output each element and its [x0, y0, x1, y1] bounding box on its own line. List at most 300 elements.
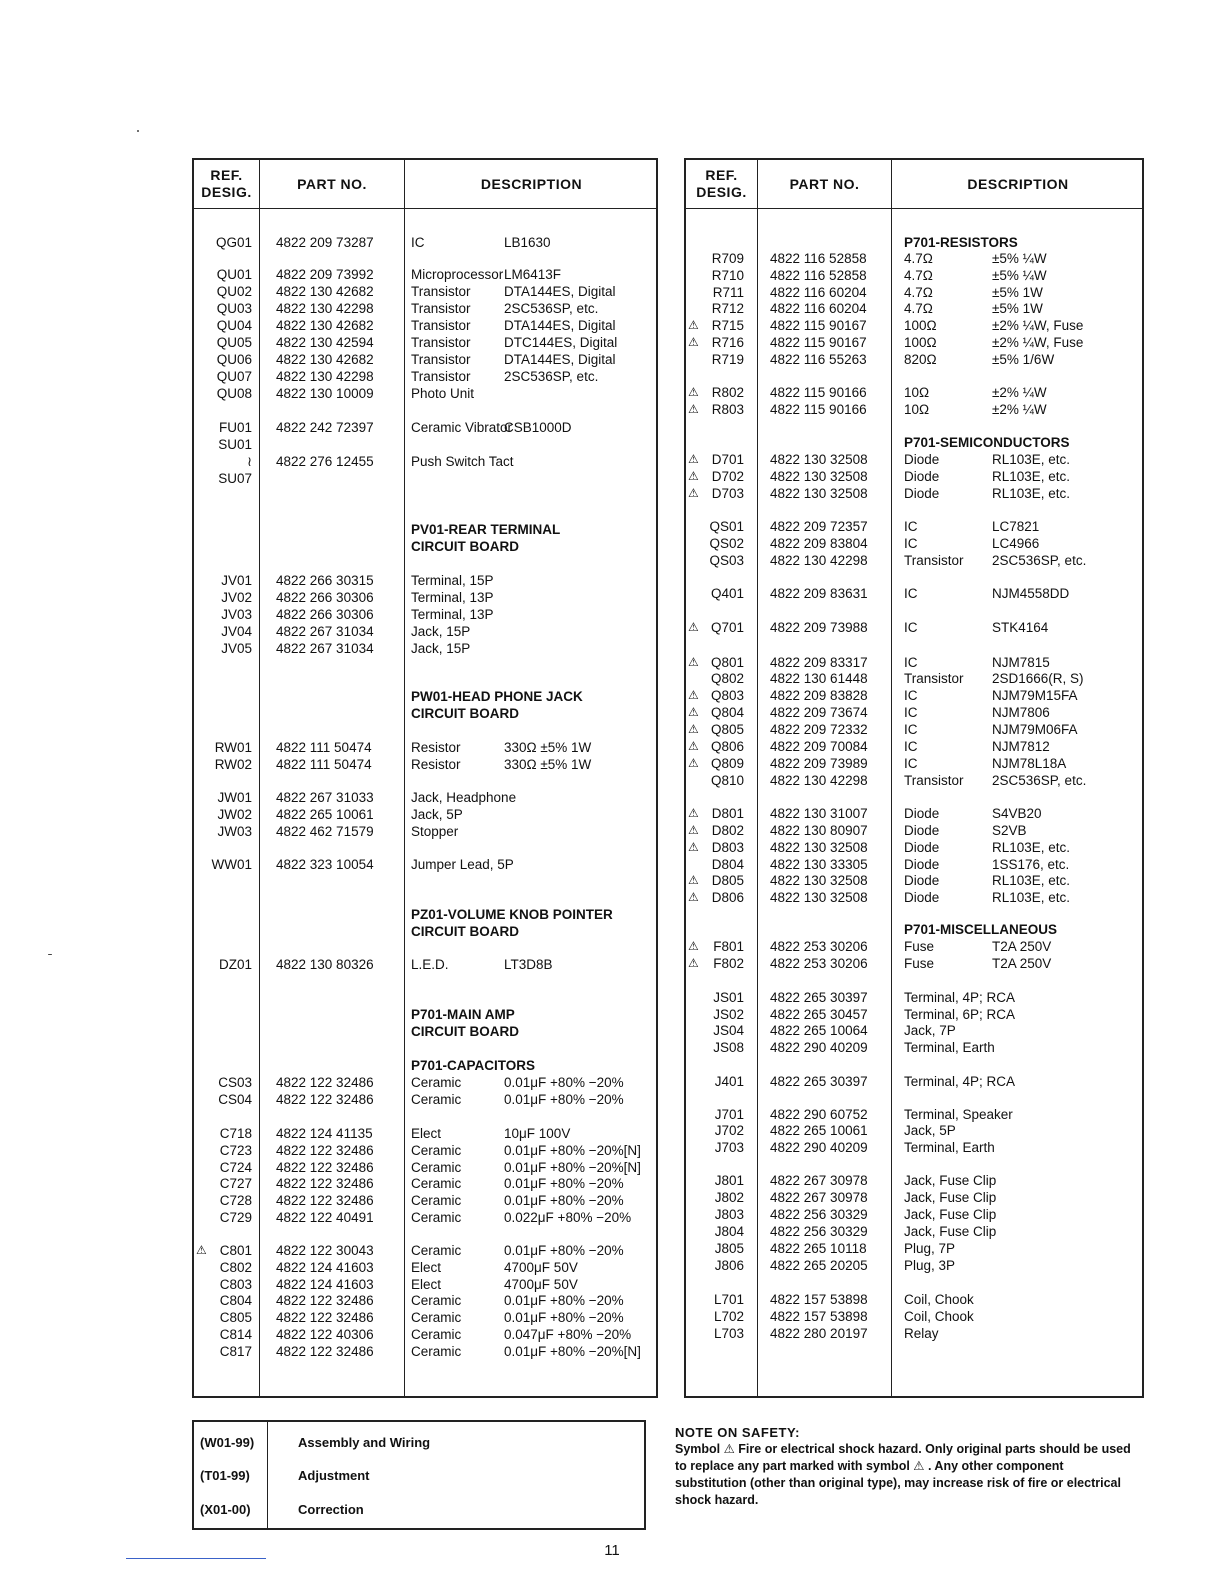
ref-desig: R719 — [711, 352, 744, 367]
part-row — [686, 267, 1142, 284]
description-value: ±2% ¼W, Fuse — [992, 335, 1084, 350]
ref-desig: D703 — [711, 486, 744, 501]
part-number: 4822 290 60752 — [770, 1107, 868, 1122]
description: Plug, 7P — [904, 1241, 956, 1256]
part-row — [686, 1308, 1142, 1325]
description: IC — [904, 586, 918, 601]
part-number: 4822 122 32486 — [276, 1176, 374, 1191]
part-number: 4822 130 42682 — [276, 352, 374, 367]
part-number: 4822 122 32486 — [276, 1075, 374, 1090]
description: Diode — [904, 873, 940, 888]
legend-row — [194, 1459, 644, 1493]
description: Transistor — [411, 301, 471, 316]
hazard-warning-icon: ⚠ — [688, 688, 699, 702]
hazard-warning-icon: ⚠ — [688, 402, 699, 416]
description: Transistor — [411, 335, 471, 350]
part-number: 4822 115 90166 — [770, 402, 867, 417]
description-value: 1SS176, etc. — [992, 857, 1070, 872]
description-value: CSB1000D — [504, 420, 572, 435]
ref-desig: QU08 — [216, 386, 252, 401]
ref-desig: Q806 — [710, 739, 744, 754]
part-row — [686, 250, 1142, 267]
hazard-warning-icon: ⚠ — [688, 486, 699, 500]
part-number: 4822 130 32508 — [770, 469, 868, 484]
part-row — [194, 351, 656, 368]
description: IC — [904, 688, 918, 703]
header-divider — [194, 208, 656, 209]
ref-desig: JV01 — [221, 573, 252, 588]
description: Terminal, 15P — [411, 573, 494, 588]
ref-desig: QU02 — [216, 284, 252, 299]
safety-note — [675, 1424, 1135, 1509]
ref-desig: D805 — [711, 873, 744, 888]
description-value: ±2% ¼W — [992, 385, 1047, 400]
hazard-warning-icon: ⚠ — [688, 705, 699, 719]
ref-desig: FU01 — [218, 420, 252, 435]
description: Resistor — [411, 740, 461, 755]
description: Jumper Lead, 5P — [411, 857, 514, 872]
description: Transistor — [904, 671, 964, 686]
part-no-header: PART NO. — [297, 175, 367, 192]
page-number: 11 — [604, 1542, 620, 1559]
description-value: T2A 250V — [992, 939, 1052, 954]
part-number: 4822 265 20205 — [770, 1258, 868, 1273]
description-value: 0.01μF +80% −20%[N] — [504, 1143, 641, 1158]
part-number: 4822 253 30206 — [770, 956, 868, 971]
part-number: 4822 130 80326 — [276, 957, 374, 972]
hazard-warning-icon: ⚠ — [688, 655, 699, 669]
part-number: 4822 130 32508 — [770, 840, 868, 855]
section-heading-row — [686, 234, 1142, 251]
description: 820Ω — [904, 352, 937, 367]
ref-desig: L702 — [713, 1309, 744, 1324]
hazard-warning-icon: ⚠ — [688, 385, 699, 399]
hazard-warning-icon: ⚠ — [688, 840, 699, 854]
description-value: LC7821 — [992, 519, 1040, 534]
hazard-warning-icon: ⚠ — [688, 806, 699, 820]
part-number: 4822 265 10061 — [276, 807, 374, 822]
description: IC — [904, 536, 918, 551]
ref-desig: J702 — [714, 1123, 744, 1138]
description-value: 330Ω ±5% 1W — [504, 757, 592, 772]
description: Transistor — [904, 553, 964, 568]
part-row — [686, 1073, 1142, 1090]
part-number: 4822 130 32508 — [770, 486, 868, 501]
ref-desig: J401 — [714, 1074, 744, 1089]
legend-code: (T01-99) — [200, 1468, 250, 1483]
part-row — [194, 1142, 656, 1159]
ref-desig: Q701 — [710, 620, 744, 635]
section-heading: PV01-REAR TERMINAL — [411, 522, 561, 537]
part-number: 4822 276 12455 — [276, 454, 374, 469]
description: 4.7Ω — [904, 285, 933, 300]
hazard-warning-icon: ⚠ — [688, 469, 699, 483]
header-divider — [686, 208, 1142, 209]
ref-desig: QS02 — [709, 536, 744, 551]
description: 4.7Ω — [904, 251, 933, 266]
description: IC — [904, 722, 918, 737]
ref-desig: QU03 — [216, 301, 252, 316]
scan-speck — [48, 954, 52, 955]
ref-desig: QU04 — [216, 318, 252, 333]
part-row — [194, 1175, 656, 1192]
part-number: 4822 116 60204 — [770, 301, 867, 316]
hazard-warning-icon: ⚠ — [688, 335, 699, 349]
part-number: 4822 209 73988 — [770, 620, 868, 635]
description-value: 0.01μF +80% −20%[N] — [504, 1344, 641, 1359]
part-number: 4822 267 31033 — [276, 790, 374, 805]
part-number: 4822 209 83804 — [770, 536, 868, 551]
part-row — [194, 470, 656, 487]
section-heading: PW01-HEAD PHONE JACK — [411, 689, 583, 704]
description-value: 0.047μF +80% −20% — [504, 1327, 632, 1342]
description: Jack, 5P — [904, 1123, 956, 1138]
description: Push Switch Tact — [411, 454, 514, 469]
part-row — [194, 956, 656, 973]
description-value: DTC144ES, Digital — [504, 335, 618, 350]
part-number: 4822 209 73674 — [770, 705, 868, 720]
description-value: ±5% ¼W — [992, 251, 1047, 266]
ref-desig: SU01 — [218, 437, 252, 452]
description: Fuse — [904, 939, 935, 954]
ref-desig: D802 — [711, 823, 744, 838]
description: Diode — [904, 486, 940, 501]
ref-desig: JS01 — [713, 990, 744, 1005]
part-number: 4822 130 32508 — [770, 890, 868, 905]
description: Diode — [904, 823, 940, 838]
description-value: NJM79M15FA — [992, 688, 1078, 703]
part-number: 4822 122 40491 — [276, 1210, 374, 1225]
description-value: 4700μF 50V — [504, 1260, 578, 1275]
part-number: 4822 130 32508 — [770, 452, 868, 467]
part-row — [686, 1223, 1142, 1240]
part-number: 4822 290 40209 — [770, 1140, 868, 1155]
part-row — [686, 284, 1142, 301]
part-row — [686, 1122, 1142, 1139]
ref-desig: J806 — [714, 1258, 744, 1273]
part-row — [194, 1292, 656, 1309]
description: Microprocessor — [411, 267, 504, 282]
description: Transistor — [411, 352, 471, 367]
part-row — [686, 1022, 1142, 1039]
part-number: 4822 122 32486 — [276, 1143, 374, 1158]
description: Terminal, Earth — [904, 1140, 995, 1155]
part-number: 4822 209 83828 — [770, 688, 868, 703]
part-number: 4822 130 31007 — [770, 806, 868, 821]
part-row — [194, 589, 656, 606]
part-number: 4822 157 53898 — [770, 1292, 868, 1307]
parts-table-left — [192, 158, 658, 1398]
description-value: 0.01μF +80% −20% — [504, 1243, 624, 1258]
ref-desig: JS04 — [713, 1023, 744, 1038]
ref-desig: C817 — [219, 1344, 252, 1359]
legend-label: Correction — [298, 1502, 364, 1517]
ref-desig: R715 — [711, 318, 744, 333]
part-row — [194, 1276, 656, 1293]
description: Ceramic — [411, 1293, 462, 1308]
ref-desig: D701 — [711, 452, 744, 467]
part-row — [686, 938, 1142, 955]
part-row — [686, 535, 1142, 552]
part-number: 4822 267 30978 — [770, 1190, 868, 1205]
part-row — [686, 451, 1142, 468]
ref-desig: JV05 — [221, 641, 252, 656]
section-heading: CIRCUIT BOARD — [411, 924, 519, 939]
ref-desig: D806 — [711, 890, 744, 905]
description-value: ±2% ¼W, Fuse — [992, 318, 1084, 333]
description-value: DTA144ES, Digital — [504, 318, 616, 333]
ref-desig: F802 — [713, 956, 744, 971]
description: Jack, 15P — [411, 624, 471, 639]
part-number: 4822 266 30306 — [276, 590, 374, 605]
part-number: 4822 266 30315 — [276, 573, 374, 588]
description: Ceramic — [411, 1176, 462, 1191]
part-row — [194, 806, 656, 823]
part-number: 4822 130 42682 — [276, 318, 374, 333]
description-value: 0.01μF +80% −20% — [504, 1075, 624, 1090]
description: Terminal, 4P; RCA — [904, 990, 1016, 1005]
part-number: 4822 242 72397 — [276, 420, 374, 435]
description: Elect — [411, 1277, 442, 1292]
part-row — [686, 1006, 1142, 1023]
description-value: ±5% ¼W — [992, 268, 1047, 283]
ref-desig: Q803 — [710, 688, 744, 703]
description: Photo Unit — [411, 386, 475, 401]
part-number: 4822 122 32486 — [276, 1193, 374, 1208]
section-heading-row — [194, 1057, 656, 1074]
description: Ceramic — [411, 1327, 462, 1342]
safety-note-title: NOTE ON SAFETY: — [675, 1425, 800, 1440]
part-row — [686, 755, 1142, 772]
ref-desig: JV02 — [221, 590, 252, 605]
part-row — [686, 1325, 1142, 1342]
ref-desig: J804 — [714, 1224, 744, 1239]
description-value: LB1630 — [504, 235, 551, 250]
ref-desig: Q801 — [710, 655, 744, 670]
description: Transistor — [904, 773, 964, 788]
description-value: 2SC536SP, etc. — [504, 301, 599, 316]
description: Diode — [904, 890, 940, 905]
description-value: 0.01μF +80% −20% — [504, 1092, 624, 1107]
part-number: 4822 265 10061 — [770, 1123, 868, 1138]
safety-note-body: Symbol ⚠ Fire or electrical shock hazard. Only original parts should be used to replace any part marked with symbol ⚠ . Any other component substitution (other than original type), may increase risk of fire or electrical shock hazard. — [675, 1442, 1131, 1507]
ref-desig: L703 — [713, 1326, 744, 1341]
part-row — [194, 419, 656, 436]
part-number: 4822 122 40306 — [276, 1327, 374, 1342]
part-number: 4822 115 90167 — [770, 318, 867, 333]
ref-desig: Q804 — [710, 705, 744, 720]
description-value: RL103E, etc. — [992, 486, 1071, 501]
part-number: 4822 256 30329 — [770, 1207, 868, 1222]
section-heading: P701-MAIN AMP — [411, 1007, 515, 1022]
part-number: 4822 122 32486 — [276, 1092, 374, 1107]
part-row — [686, 1257, 1142, 1274]
part-number: 4822 290 40209 — [770, 1040, 868, 1055]
section-heading-row — [194, 521, 656, 538]
part-number: 4822 209 73992 — [276, 267, 374, 282]
part-number: 4822 266 30306 — [276, 607, 374, 622]
part-row — [686, 1240, 1142, 1257]
part-row — [686, 1139, 1142, 1156]
part-number: 4822 122 32486 — [276, 1293, 374, 1308]
part-row — [686, 317, 1142, 334]
ref-desig: C723 — [219, 1143, 252, 1158]
description-value: NJM78L18A — [992, 756, 1067, 771]
part-number: 4822 122 32486 — [276, 1344, 374, 1359]
section-heading-row — [194, 1023, 656, 1040]
ref-desig: Q810 — [710, 773, 744, 788]
description: Ceramic — [411, 1210, 462, 1225]
ref-desig: C718 — [219, 1126, 252, 1141]
part-number: 4822 122 32486 — [276, 1160, 374, 1175]
description: Terminal, 13P — [411, 607, 494, 622]
description: Terminal, Earth — [904, 1040, 995, 1055]
description: Plug, 3P — [904, 1258, 956, 1273]
part-row — [686, 654, 1142, 671]
ref-desig: J703 — [714, 1140, 744, 1155]
description: Ceramic — [411, 1310, 462, 1325]
description: Coil, Chook — [904, 1292, 974, 1307]
part-number: 4822 130 42298 — [276, 369, 374, 384]
section-heading: PZ01-VOLUME KNOB POINTER — [411, 907, 613, 922]
part-number: 4822 116 55263 — [770, 352, 867, 367]
part-number: 4822 209 73287 — [276, 235, 374, 250]
ref-desig: C804 — [219, 1293, 252, 1308]
part-row — [686, 552, 1142, 569]
description: IC — [904, 655, 918, 670]
description: Jack, 7P — [904, 1023, 956, 1038]
description-header: DESCRIPTION — [480, 175, 583, 192]
ref-desig: Q802 — [710, 671, 744, 686]
description: Ceramic Vibrator — [411, 420, 513, 435]
part-number: 4822 111 50474 — [276, 757, 372, 772]
part-number: 4822 116 60204 — [770, 285, 867, 300]
part-number: 4822 116 52858 — [770, 251, 867, 266]
ref-desig: J805 — [714, 1241, 744, 1256]
description: Diode — [904, 840, 940, 855]
description: IC — [904, 756, 918, 771]
description-value: T2A 250V — [992, 956, 1052, 971]
ref-desig: JS02 — [713, 1007, 744, 1022]
ref-desig: R712 — [711, 301, 744, 316]
part-row — [194, 385, 656, 402]
part-row — [194, 266, 656, 283]
section-heading: CIRCUIT BOARD — [411, 539, 519, 554]
part-row — [194, 317, 656, 334]
part-number: 4822 122 32486 — [276, 1310, 374, 1325]
description-value: 0.01μF +80% −20% — [504, 1193, 624, 1208]
part-number: 4822 130 33305 — [770, 857, 868, 872]
part-number: 4822 323 10054 — [276, 857, 374, 872]
description-value: 2SC536SP, etc. — [504, 369, 599, 384]
ref-desig: QU05 — [216, 335, 252, 350]
part-number: 4822 130 42682 — [276, 284, 374, 299]
ref-desig-header: REF. DESIG. — [201, 167, 252, 200]
description-value: NJM7812 — [992, 739, 1050, 754]
part-row — [686, 1039, 1142, 1056]
hazard-warning-icon: ⚠ — [688, 873, 699, 887]
ref-desig: JS08 — [713, 1040, 744, 1055]
description: Ceramic — [411, 1344, 462, 1359]
ref-desig: R710 — [711, 268, 744, 283]
description: Jack, Fuse Clip — [904, 1207, 997, 1222]
part-row — [194, 234, 656, 251]
description: Diode — [904, 806, 940, 821]
part-number: 4822 265 30397 — [770, 1074, 868, 1089]
part-row — [194, 640, 656, 657]
part-number: 4822 124 41603 — [276, 1277, 374, 1292]
part-number: 4822 209 70084 — [770, 739, 868, 754]
ref-desig: C727 — [219, 1176, 252, 1191]
description: IC — [904, 519, 918, 534]
part-number: 4822 267 30978 — [770, 1173, 868, 1188]
part-row — [686, 1106, 1142, 1123]
description-value: 0.01μF +80% −20% — [504, 1310, 624, 1325]
section-heading-row — [686, 921, 1142, 938]
part-number: 4822 462 71579 — [276, 824, 374, 839]
part-row — [194, 1242, 656, 1259]
part-number: 4822 130 42594 — [276, 335, 374, 350]
scan-speck — [137, 130, 139, 132]
description-value: LC4966 — [992, 536, 1040, 551]
part-number: 4822 116 52858 — [770, 268, 867, 283]
description: Terminal, 6P; RCA — [904, 1007, 1016, 1022]
section-heading-row — [194, 688, 656, 705]
description-value: NJM4558DD — [992, 586, 1070, 601]
hazard-warning-icon: ⚠ — [688, 318, 699, 332]
description: Stopper — [411, 824, 459, 839]
part-number: 4822 130 42298 — [770, 773, 868, 788]
ref-desig: D804 — [711, 857, 744, 872]
part-row — [686, 518, 1142, 535]
section-heading-row — [194, 1006, 656, 1023]
part-row — [194, 623, 656, 640]
description-value: DTA144ES, Digital — [504, 352, 616, 367]
part-row — [686, 1206, 1142, 1223]
part-row — [686, 670, 1142, 687]
part-row — [194, 1309, 656, 1326]
part-number: 4822 124 41135 — [276, 1126, 373, 1141]
ref-desig: ≀ — [246, 454, 252, 469]
part-row — [686, 805, 1142, 822]
part-row — [686, 955, 1142, 972]
hazard-warning-icon: ⚠ — [688, 620, 699, 634]
scan-underline — [126, 1558, 266, 1559]
ref-desig: QS03 — [709, 553, 744, 568]
ref-desig: CS03 — [218, 1075, 252, 1090]
description-value: ±5% 1/6W — [992, 352, 1055, 367]
part-number: 4822 253 30206 — [770, 939, 868, 954]
description: Ceramic — [411, 1092, 462, 1107]
part-row — [686, 468, 1142, 485]
part-number: 4822 267 31034 — [276, 641, 374, 656]
ref-desig: C803 — [219, 1277, 252, 1292]
ref-desig: C814 — [219, 1327, 252, 1342]
part-row — [686, 300, 1142, 317]
description-value: LT3D8B — [504, 957, 553, 972]
part-row — [686, 839, 1142, 856]
ref-desig: JW02 — [217, 807, 252, 822]
hazard-warning-icon: ⚠ — [688, 956, 699, 970]
ref-desig: JW03 — [217, 824, 252, 839]
ref-desig: Q805 — [710, 722, 744, 737]
part-number: 4822 130 61448 — [770, 671, 868, 686]
description-header: DESCRIPTION — [967, 175, 1069, 192]
description: Resistor — [411, 757, 461, 772]
description: 100Ω — [904, 318, 937, 333]
description: Jack, Fuse Clip — [904, 1190, 997, 1205]
part-row — [194, 283, 656, 300]
